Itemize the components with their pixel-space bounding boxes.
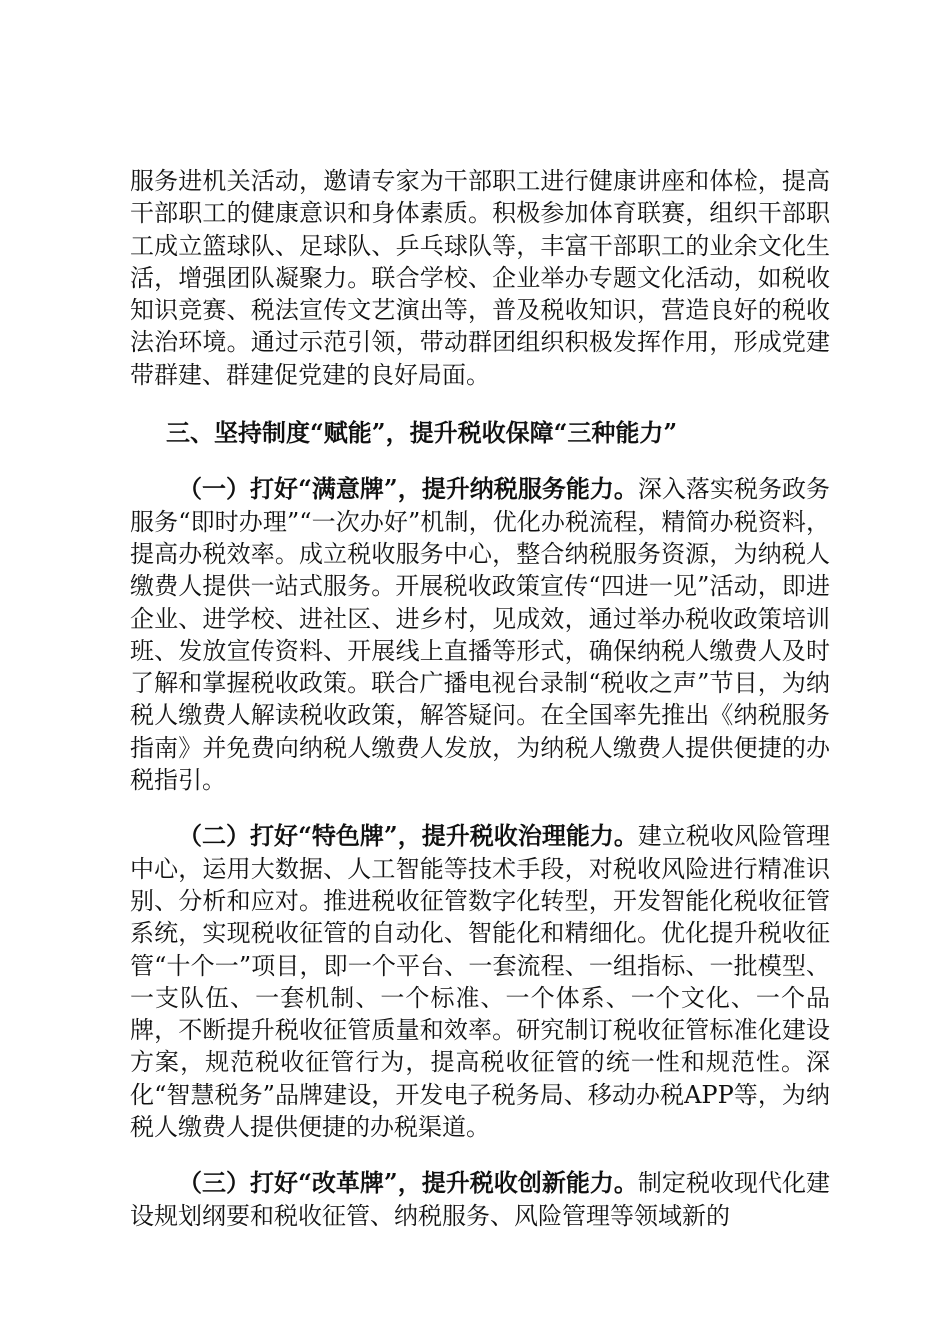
section-paragraph-3 — [130, 1167, 830, 1232]
section-body-2: 建立税收风险管理中心，运用大数据、人工智能等技术手段，对税收风险进行精准识别、分析和应对。推进税收征管数字化转型，开发智能化税收征管系统，实现税收征管的自动化、智能化和精细化。优化提升税收征管“十个一”项目，即一个平台、一套流程、一组指标、一批模型、一支队伍、一套机制、一个标准、一个体系、一个文化、一个品牌，不断提升税收征管质量和效率。研究制订税收征管标准化建设方案，规范税收征管行为，提高税收征管的统一性和规范性。深化“智慧税务”品牌建设，开发电子税务局、移动办税APP等，为纳税人缴费人提供便捷的办税渠道。 — [130, 822, 831, 1142]
section-lead-2: （二）打好“特色牌”，提升税收治理能力。 — [178, 821, 638, 851]
section-body-3: 制定税收现代化建设规划纲要和税收征管、纳税服务、风险管理等领域新的 — [130, 1169, 831, 1230]
document-page — [130, 165, 830, 1232]
continuation-paragraph: 服务进机关活动，邀请专家为干部职工进行健康讲座和体检，提高干部职工的健康意识和身体素质。积极参加体育联赛，组织干部职工成立篮球队、足球队、乒乓球队等，丰富干部职工的业余文化生活，增强团队凝聚力。联合学校、企业举办专题文化活动，如税收知识竞赛、税法宣传文艺演出等，普及税收知识，营造良好的税收法治环境。通过示范引领，带动群团组织积极发挥作用，形成党建带群建、群建促党建的良好局面。 — [130, 167, 830, 389]
section-paragraph-2 — [130, 820, 830, 1143]
section-paragraph-1 — [130, 473, 830, 796]
section-lead-1: （一）打好“满意牌”，提升纳税服务能力。 — [178, 474, 638, 504]
section-heading: 三、坚持制度“赋能”，提升税收保障“三种能力” — [166, 418, 678, 448]
section-lead-3: （三）打好“改革牌”，提升税收创新能力。 — [178, 1168, 638, 1198]
section-body-1: 深入落实税务政务服务“即时办理”“一次办好”机制，优化办税流程，精简办税资料，提高办税效率。成立税收服务中心，整合纳税服务资源，为纳税人缴费人提供一站式服务。开展税收政策宣传“四进一见”活动，即进企业、进学校、进社区、进乡村，见成效，通过举办税收政策培训班、发放宣传资料、开展线上直播等形式，确保纳税人缴费人及时了解和掌握税收政策。联合广播电视台录制“税收之声”节目，为纳税人缴费人解读税收政策，解答疑问。在全国率先推出《纳税服务指南》并免费向纳税人缴费人发放，为纳税人缴费人提供便捷的办税指引。 — [130, 475, 831, 795]
